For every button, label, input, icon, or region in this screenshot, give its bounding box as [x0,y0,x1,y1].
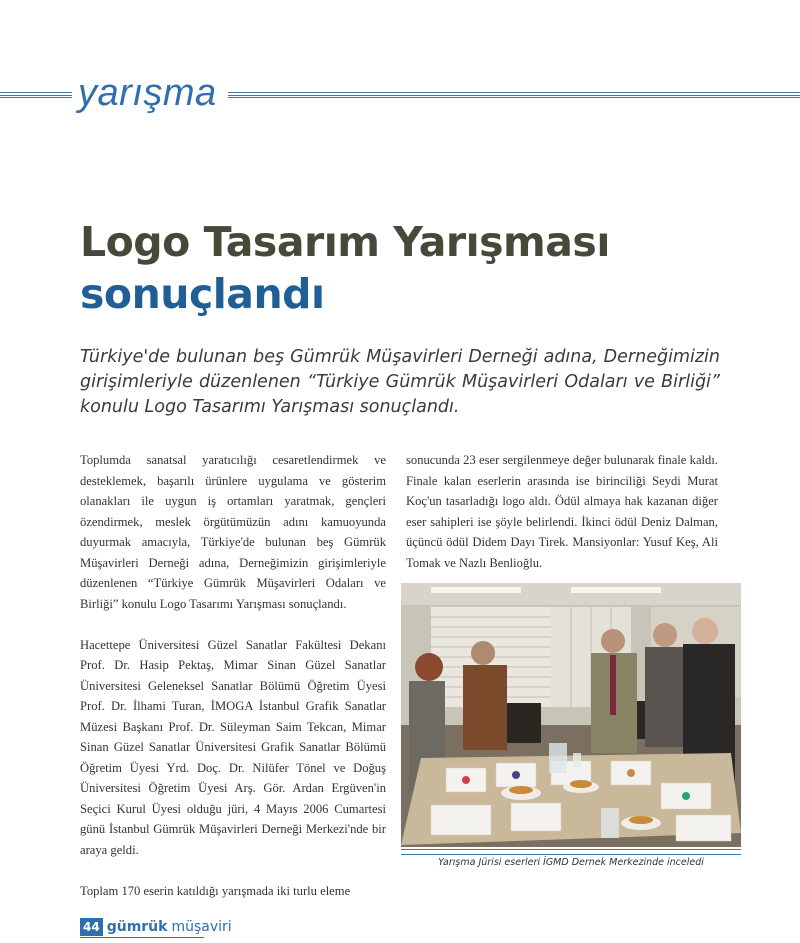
body-paragraph: Toplumda sanatsal yaratıcılığı cesaretlendirmek ve desteklemek, başarılı ürünlere uygulama ve gösterim olanakları ile uygun iş ortamları yaratmak, gençleri özendirmek, meslek örgütümüzün adını kamuoyunda duyurmak amacıyla, Türkiye'de bulunan beş Gümrük Müşavirleri Derneği adına, Derneğimizin girişimleriyle düzenlenen “Türkiye Gümrük Müşavirleri Odaları ve Birliği” konulu Logo Tasarımı Yarışması sonuçlandı. [80,453,386,611]
jury-photo-illustration [401,583,741,847]
photo-caption: Yarışma Jürisi eserleri İGMD Dernek Merkezinde inceledi [438,857,704,868]
page-number: 44 [80,918,103,936]
section-header [0,70,800,120]
page-footer [80,918,232,936]
body-column-right [406,450,718,594]
title-line-2: sonuçlandı [80,270,325,318]
body-paragraph: Toplam 170 eserin katıldığı yarışmada iki turlu eleme [80,883,351,898]
section-label: yarışma [78,72,217,114]
footer-rule [80,937,204,938]
lead-paragraph: Türkiye'de bulunan beş Gümrük Müşavirleri Derneği adına, Derneğimizin girişimleriyle düzenlenen “Türkiye Gümrük Müşavirleri Odaları ve Birliği” konulu Logo Tasarımı Yarışması sonuçlandı. [80,347,720,417]
body-column-left [80,450,386,922]
article-title [80,216,610,320]
caption-rule [401,849,741,855]
magazine-name-light: müşaviri [171,919,232,935]
magazine-name-bold: gümrük [106,919,168,935]
header-rule-left [0,92,72,98]
body-paragraph: sonucunda 23 eser sergilenmeye değer bulunarak finale kaldı. Finale kalan eserlerin arasında ise birinciliği Seydi Murat Koç'un tasarladığı logo aldı. Ödül almaya hak kazanan diğer eser sahipleri ise şöyle belirlendi. İkinci ödül Deniz Dalman, üçüncü ödül Didem Dayı Tirek. Mansiyonlar: Yusuf Keş, Ali Tomak ve Nazlı Benlioğlu. [406,453,718,570]
body-paragraph: Hacettepe Üniversitesi Güzel Sanatlar Fakültesi Dekanı Prof. Dr. Hasip Pektaş, Mimar Sinan Güzel Sanatlar Üniversitesi Geleneksel Sanatlar Bölümü Öğretim Üyesi Prof. Dr. İlhami Turan, İMOGA İstanbul Grafik Sanatlar Müzesi Başkanı Prof. Dr. Süleyman Saim Tekcan, Mimar Sinan Güzel Sanatlar Üniversitesi Grafik Sanatlar Bölümü Öğretim Üyesi Yrd. Doç. Dr. Nilüfer Tönel ve Doğuş Üniversitesi Öğretim Üyesi Arş. Gör. Ardan Ergüven'in Seçici Kurul Üyesi olduğu jüri, 4 Mayıs 2006 Cumartesi günü İstanbul Gümrük Müşavirleri Derneği Merkezi'nde bir araya geldi. [80,637,386,857]
jury-photo [401,583,741,847]
header-rule-right [228,92,800,98]
title-line-1: Logo Tasarım Yarışması [80,218,610,266]
